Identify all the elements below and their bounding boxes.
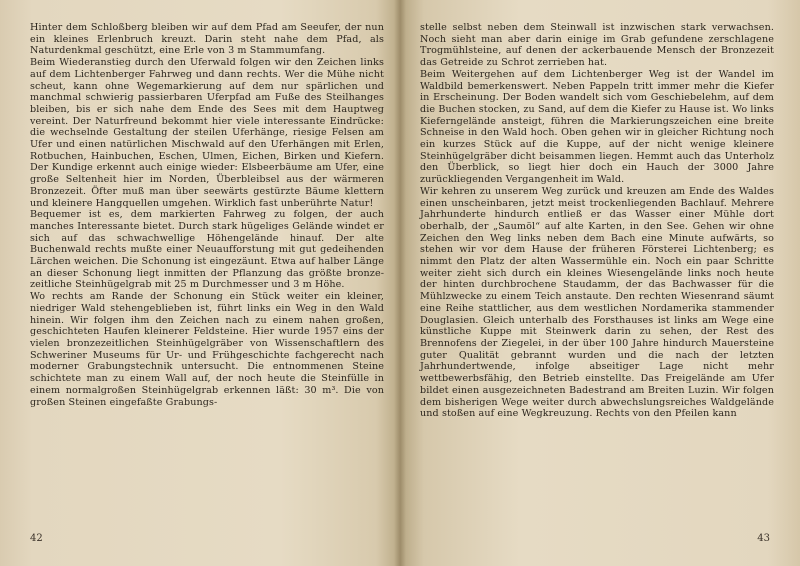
left-page-text [30,22,384,408]
paragraph: Wo rechts am Rande der Schonung ein Stück weiter ein kleiner, niedriger Wald stehengeblieben ist, führt links ein Weg in den Wald hinein. Wir folgen ihm den Zeichen nach zu einem nahen großen, geschichteten Haufen kleinerer Feldsteine. Hier wurde 1957 eins der vielen bronzezeitlichen Steinhügelgräber von Wissenschaftlern des Schweriner Museums für Ur- und Frühgeschichte fachgerecht nach moderner Grabungstechnik untersucht. Die entnommenen Steine schichtete man zu einem Wall auf, der noch heute die Steinfülle in einem normalgroßen Steinhügelgrab erkennen läßt: 30 m³. Die von großen Steinen eingefaßte Grabungs- [30,291,384,408]
paragraph: Beim Weitergehen auf dem Lichtenberger Weg ist der Wandel im Waldbild bemerkenswert. Neben Pappeln tritt immer mehr die Kiefer in Erscheinung. Der Boden wandelt sich vom Geschiebelehm, auf dem die Buchen stocken, zu Sand, auf dem die Kiefer zu Hause ist. Wo links Kieferngelände ansteigt, führen die Markierungszeichen eine breite Schneise in den Wald hoch. Oben gehen wir in gleicher Richtung noch ein kurzes Stück auf die Kuppe, auf der nicht wenige kleinere Steinhügelgräber dicht beisammen liegen. Hemmt auch das Unterholz den Überblick, so liegt hier doch ein Hauch der 3000 Jahre zurückliegenden Vergangenheit im Wald. [420,68,774,186]
paragraph: Wir kehren zu unserem Weg zurück und kreuzen am Ende des Waldes einen unscheinbaren, jetzt meist trockenliegenden Bachlauf. Mehrere Jahrhunderte hindurch entließ er das Wasser einer Mühle dort oberhalb, der „Saumöl“ auf alte Karten, in den See. Gehen wir ohne Zeichen den Weg links neben dem Bach eine Minute aufwärts, so stehen wir vor dem Hause der früheren Försterei Lichtenberg; es nimmt den Platz der alten Wassermühle ein. Noch ein paar Schritte weiter zieht sich durch ein kleines Wiesengelände links noch heute der hinten durchbrochene Staudamm, der das Bachwasser für die Mühlzwecke zu einem Teich anstaute. Den rechten Wiesenrand säumt eine Reihe stattlicher, aus dem westlichen Nordamerika stammender Douglasien. Gleich unterhalb des Forsthauses ist links am Wege eine künstliche Kuppe mit Steinwerk darin zu sehen, der Rest des Brennofens der Ziegelei, in der über 100 Jahre hindurch Mauersteine guter Qualität gebrannt wurden und die nach der letzten Jahrhundertwende, infolge abseitiger Lage nicht mehr wettbewerbsfähig, den Betrieb einstellte. Das Freigelände am Ufer bildet einen ausgezeichneten Badestrand am Breiten Luzin. Wir folgen dem bisherigen Wege weiter durch abwechslungsreiches Waldgelände und stoßen auf eine Wegkreuzung. Rechts von den Pfeilen kann [420,185,774,420]
right-page-text [420,22,774,420]
paragraph: stelle selbst neben dem Steinwall ist inzwischen stark verwachsen. Noch sieht man aber darin einige im Grab gefundene zerschlagene Trogmühlsteine, auf denen der ackerbauende Mensch der Bronzezeit das Getreide zu Schrot zerrieben hat. [420,22,774,69]
page-number: 42 [30,533,43,544]
paragraph: Hinter dem Schloßberg bleiben wir auf dem Pfad am Seeufer, der nun ein kleines Erlenbruch kreuzt. Darin steht nahe dem Pfad, als Naturdenkmal geschützt, eine Erle von 3 m Stammumfang. [30,22,384,57]
paragraph: Beim Wiederanstieg durch den Uferwald folgen wir den Zeichen links auf dem Lichtenberger Fahrweg und dann rechts. Wer die Mühe nicht scheut, kann ohne Wegemarkierung auf dem nur spärlichen und manchmal schwierig passierbaren Uferpfad am Fuße des Steilhanges bleiben, bis er sich nahe dem Ende des Sees mit dem Hauptweg vereint. Der Naturfreund bekommt hier viele interessante Eindrücke: die wechselnde Gestaltung der steilen Uferhänge, riesige Felsen am Ufer und einen natürlichen Mischwald auf den Uferhängen mit Erlen, Rotbuchen, Hainbuchen, Eschen, Ulmen, Eichen, Birken und Kiefern. Der Kundige erkennt auch einige wieder: Elsbeerbäume am Ufer, eine große Seltenheit hier im Norden, Überbleibsel aus der wärmeren Bronzezeit. Öfter muß man über seewärts gestürzte Bäume klettern und kleinere Hangquellen umgehen. Wirklich fast unberührte Natur! [30,57,384,209]
paragraph: Bequemer ist es, dem markierten Fahrweg zu folgen, der auch manches Interessante bietet. Durch stark hügeliges Gelände windet er sich auf das schwachwellige Höhengelände hinauf. Der alte Buchenwald rechts mußte einer Neuaufforstung mit gut gedeihenden Lärchen weichen. Die Schonung ist eingezäunt. Etwa auf halber Länge an dieser Schonung liegt inmitten der Pflanzung das größte bronzezeitliche Steinhügelgrab mit 25 m Durchmesser und 3 m Höhe. [30,209,384,291]
page-number: 43 [757,533,770,544]
right-page [400,0,800,566]
